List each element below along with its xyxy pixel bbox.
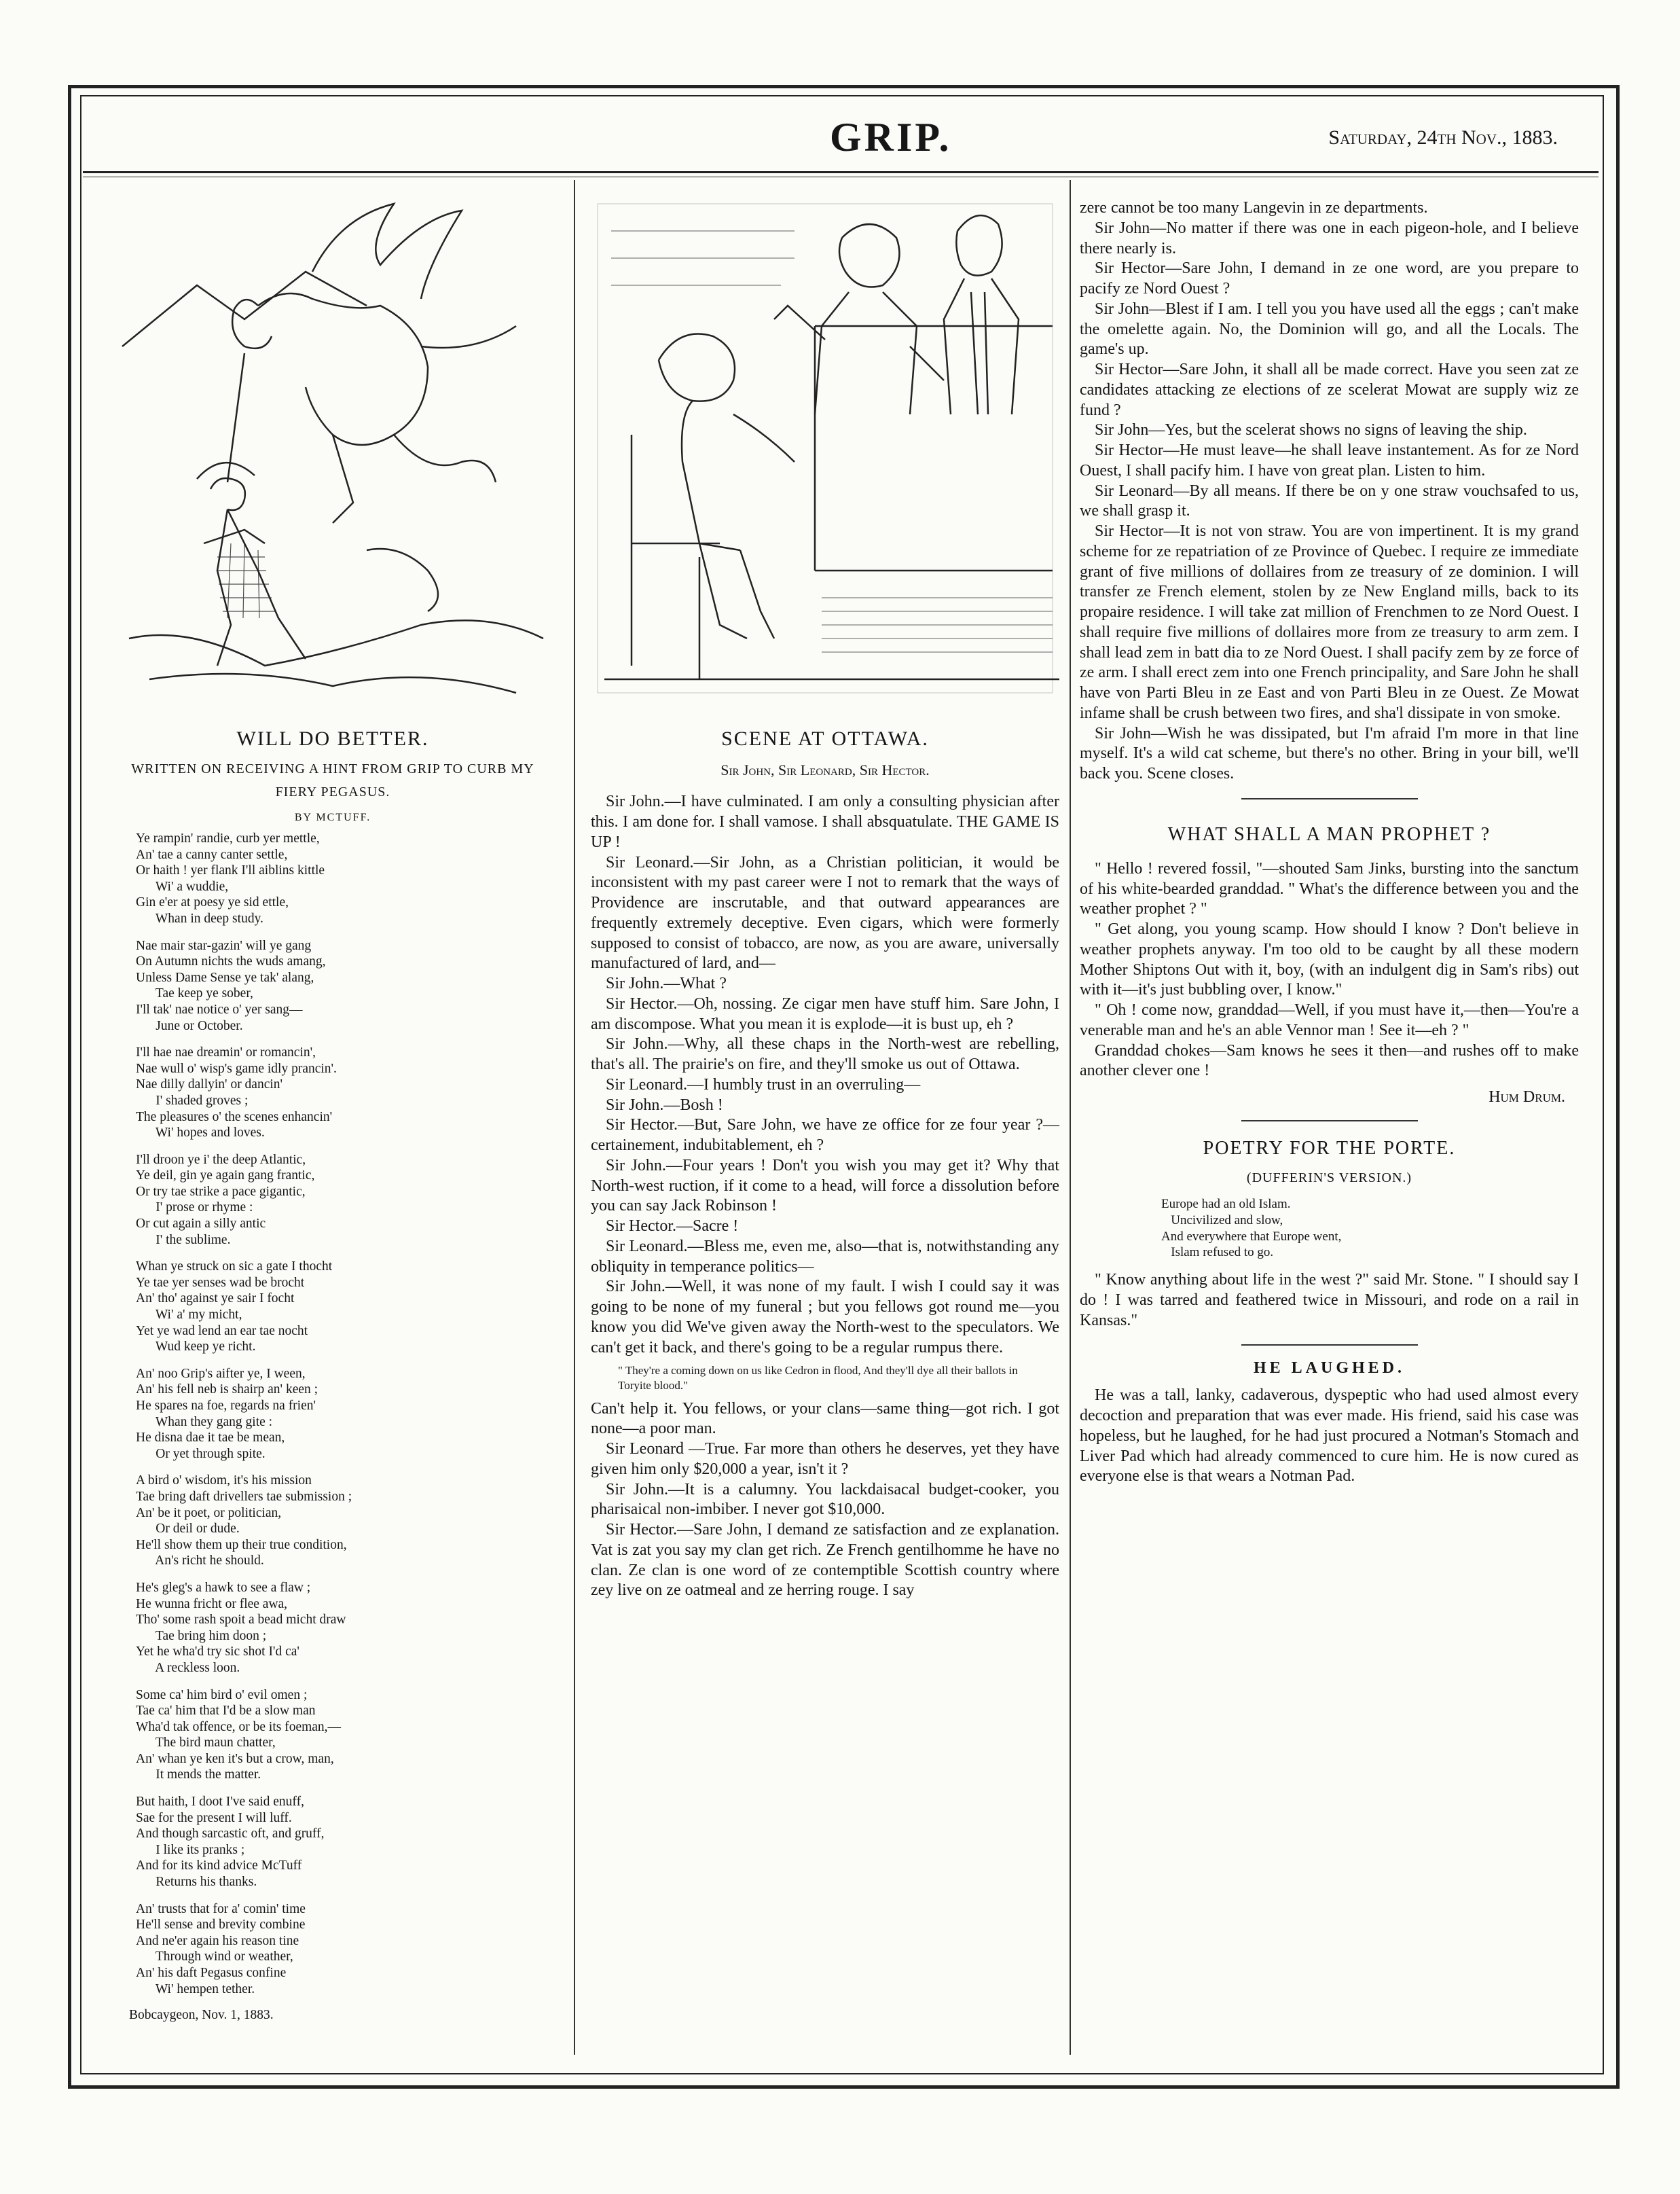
scene-dialogue-continued xyxy=(591,1399,1059,1602)
masthead xyxy=(83,102,1599,170)
dialogue-paragraph: Sir Leonard.—Sir John, as a Christian politician, it would be inconsistent with my past career were I not to remark that the ways of Providence are inscrutable, and that outward appearances are frequently extremely deceptive. Even cigars, which were formerly supposed to consist of tobacco, are now, as you are aware, universally manufactured of lard, and— xyxy=(591,853,1059,973)
illustration-pegasus xyxy=(109,190,557,720)
column-rule-1 xyxy=(574,180,575,2055)
article-paragraph: " Oh ! come now, granddad—Well, if you must have it,—then—You're a venerable man and he's an able Vennor man ! See it—eh ? " xyxy=(1080,1001,1579,1039)
masthead-title: GRIP. xyxy=(830,115,952,160)
masthead-date: Saturday, 24th Nov., 1883. xyxy=(1328,126,1558,149)
poem-stanza: I'll droon ye i' the deep Atlantic, Ye deil, gin ye again gang frantic, Or try tae strike a pace gigantic, I' prose or rhyme : Or cut again a silly antic I' the sublime. xyxy=(136,1152,315,1247)
scene-dialogue-end xyxy=(1080,198,1579,785)
column-1 xyxy=(109,190,557,2023)
caption-will-do-better: WILL DO BETTER. xyxy=(236,727,429,750)
stone-item xyxy=(1080,1270,1579,1331)
dialogue-paragraph: Sir John.—Bosh ! xyxy=(606,1096,723,1114)
poem-stanza: Nae mair star-gazin' will ye gang On Autumn nichts the wuds amang, Unless Dame Sense ye tak' alang, Tae keep ye sober, I'll tak' nae notice o' yer sang— June or October. xyxy=(136,938,326,1033)
article-paragraph: " Get along, you young scamp. How should I know ? Don't believe in weather prophets anyway. I'm too old to be caught by all these modern Mother Shiptons Out with it, boy, (with an indulgent dig in Sam's ribs) out with it—it's just bubbling over, I know." xyxy=(1080,920,1579,999)
dialogue-paragraph: Sir John—Wish he was dissipated, but I'm afraid I'm more in that line myself. It's a wild cat scheme, but there's no other. Bring in your bill, we'll back you. Scene closes. xyxy=(1080,724,1579,783)
article-paragraph: He was a tall, lanky, cadaverous, dyspeptic who had used almost every decoction and preparation that was ever made. His friend, said his case was hopeless, but he laughed, for he had just procured a Notman's Stomach and Liver Pad which had already commenced to cure him. He is now cured as everyone else is that wears a Notman Pad. xyxy=(1080,1386,1579,1486)
dialogue-paragraph: Sir Hector—Sare John, I demand in ze one word, are you prepare to pacify ze Nord Ouest ? xyxy=(1080,259,1579,298)
section-divider xyxy=(1241,798,1418,799)
dialogue-paragraph: Sir John—No matter if there was one in each pigeon-hole, and I believe there nearly is. xyxy=(1080,219,1579,257)
masthead-rule xyxy=(83,171,1599,173)
column-rule-2 xyxy=(1070,180,1071,2055)
poem-dateline: Bobcaygeon, Nov. 1, 1883. xyxy=(129,2008,274,2023)
dialogue-paragraph: Sir John—Yes, but the scelerat shows no signs of leaving the ship. xyxy=(1095,421,1527,439)
poem-stanza: I'll hae nae dreamin' or romancin', Nae wull o' wisp's game idly prancin'. Nae dilly dallyin' or dancin' I' shaded groves ; The pleasures o' the scenes enhancin' Wi' hopes and loves. xyxy=(136,1045,337,1140)
dialogue-paragraph: Sir Hector—Sare John, it shall all be made correct. Have you seen zat ze candidates attacking ze elections of ze scelerat Mowat are supply wiz ze fund ? xyxy=(1080,361,1579,419)
caption-scene-at-ottawa: SCENE AT OTTAWA. xyxy=(721,727,929,750)
dialogue-paragraph: Sir Hector.—Sare John, I demand ze satisfaction and ze explanation. Vat is zat you say my clan get rich. Ze French gentilhomme he have no clan. Ze clan is one word of ze contemptible Scottish country where zey live on ze oatmeal and ze herring rouge. I say xyxy=(591,1521,1059,1600)
dialogue-paragraph: Can't help it. You fellows, or your clans—same thing—got rich. I got none—a poor man. xyxy=(591,1399,1059,1438)
poetry-subtitle: (DUFFERIN'S VERSION.) xyxy=(1246,1170,1412,1185)
dialogue-paragraph: Sir Hector—He must leave—he shall leave instantement. As for ze Nord Ouest, I shall pacify him. I have von great plan. Listen to him. xyxy=(1080,442,1579,480)
poem-subtitle: WRITTEN ON RECEIVING A HINT FROM GRIP TO CURB MY FIERY PEGASUS. xyxy=(131,761,534,799)
laughed-article xyxy=(1080,1386,1579,1487)
section-divider xyxy=(1241,1120,1418,1121)
quoted-verse: " They're a coming down on us like Cedron in flood, And they'll dye all their ballots in Toryite blood." xyxy=(618,1364,1018,1392)
dialogue-paragraph: Sir John.—I have culminated. I am only a consulting physician after this. I am done for. I shall vamose. I shall absquatulate. THE GAME IS UP ! xyxy=(591,793,1059,851)
dialogue-paragraph: Sir Hector—It is not von straw. You are von impertinent. It is my grand scheme for ze repatriation of ze Province of Quebec. I require ze immediate grant of five millions of dollaires from ze treasury of ze dominion. I will transfer ze French element, stolen by ze New England mills, back to its propaire residence. I will take zat million of Frenchmen to ze Nord Ouest. I shall require five millions of dollaires more from ze treasury to arm zem. I shall lead zem in batt dia to ze Nord Ouest. I shall pacify zem by ze force of ze arm. I shall erect zem into one French principality, and Sare John he shall have von Parti Bleu in ze East and von Parti Bleu in ze Ouest. Ze Mowat infame shall be crush between two fires, and sha'l dissipate in von smoke. xyxy=(1080,522,1579,722)
poem-stanza: Some ca' him bird o' evil omen ; Tae ca' him that I'd be a slow man Wha'd tak offence, or be its foeman,— The bird maun chatter, An' whan ye ken it's but a crow, man, It mends the matter. xyxy=(136,1687,342,1782)
dialogue-paragraph: Sir John.—What ? xyxy=(606,975,727,993)
column-3 xyxy=(1080,198,1579,1487)
article-paragraph: " Know anything about life in the west ?" said Mr. Stone. " I should say I do ! I was tarred and feathered twice in Missouri, and rode on a rail in Kansas." xyxy=(1080,1271,1579,1329)
illustration-scene-at-ottawa xyxy=(591,190,1059,720)
poem-stanza: But haith, I doot I've said enuff, Sae for the present I will luff. And though sarcastic oft, and gruff, I like its pranks ; And for its kind advice McTuff Returns his thanks. xyxy=(136,1795,325,1890)
dialogue-paragraph: Sir Hector.—Sacre ! xyxy=(606,1217,739,1236)
dialogue-paragraph: Sir John.—Well, it was none of my fault. I wish I could say it was going to be none of my funeral ; but you fellows got round me—you know you did We've given away the North-west to the speculators. We can't get it back, and there's going to be a regular rumpus there. xyxy=(591,1278,1059,1356)
poem-stanza: Whan ye struck on sic a gate I thocht Ye tae yer senses wad be brocht An' tho' against ye sair I focht Wi' a' my micht, Yet ye wad lend an ear tae nocht Wud keep ye richt. xyxy=(136,1259,333,1354)
heading-he-laughed: HE LAUGHED. xyxy=(1253,1359,1406,1378)
article-paragraph: Granddad chokes—Sam knows he sees it then—and rushes off to make another clever one ! xyxy=(1080,1041,1579,1080)
dialogue-paragraph: Sir John.—Four years ! Don't you wish you may get it? Why that North-west ruction, if it come to a head, will force a dissolution before you can say Jack Robinson ! xyxy=(591,1156,1059,1215)
dialogue-paragraph: Sir Leonard.—Bless me, even me, also—that is, notwithstanding any obliquity in temperance politics— xyxy=(591,1237,1059,1276)
poem-stanza: Ye rampin' randie, curb yer mettle, An' tae a canny canter settle, Or haith ! yer flank I'll aiblins kittle Wi' a wuddie, Gin e'er at poesy ye sid ettle, Whan in deep study. xyxy=(136,831,325,926)
article-paragraph: " Hello ! revered fossil, "—shouted Sam Jinks, bursting into the sanctum of his white-bearded granddad. " What's the difference between you and the weather prophet ? " xyxy=(1080,859,1579,918)
scene-characters: Sir John, Sir Leonard, Sir Hector. xyxy=(720,761,930,778)
poem-stanza: An' noo Grip's aifter ye, I ween, An' his fell neb is shairp an' keen ; He spares na foe, regards na frien' Whan they gang gite : He disna dae it tae be mean, Or yet through spite. xyxy=(136,1366,318,1461)
dialogue-paragraph: Sir John—Blest if I am. I tell you you have used all the eggs ; can't make the omelette again. No, the Dominion will go, and all the Locals. The game's up. xyxy=(1080,300,1579,359)
poem-stanza: He's gleg's a hawk to see a flaw ; He wunna fricht or flee awa, Tho' some rash spoit a bead micht draw Tae bring him doon ; Yet he wha'd try sic shot I'd ca' A reckless loon. xyxy=(136,1580,346,1675)
dialogue-paragraph: zere cannot be too many Langevin in ze departments. xyxy=(1080,199,1428,217)
poem-stanza: An' trusts that for a' comin' time He'll sense and brevity combine And ne'er again his reason tine Through wind or weather, An' his daft Pegasus confine Wi' hempen tether. xyxy=(136,1901,306,1996)
dialogue-paragraph: Sir Leonard —True. Far more than others he deserves, yet they have given him only $20,000 a year, isn't it ? xyxy=(591,1440,1059,1478)
dialogue-paragraph: Sir Leonard.—I humbly trust in an overruling— xyxy=(606,1075,921,1094)
porte-verse: Europe had an old Islam. Uncivilized and slow, And everywhere that Europe went, Islam refused to go. xyxy=(1161,1197,1342,1260)
section-divider xyxy=(1241,1344,1418,1346)
heading-what-shall-a-man-prophet: WHAT SHALL A MAN PROPHET ? xyxy=(1167,823,1491,845)
column-2 xyxy=(591,190,1059,1601)
poem-stanza: A bird o' wisdom, it's his mission Tae bring daft drivellers tae submission ; An' be it poet, or politician, Or deil or dude. He'll show them up their true condition, An's richt he should. xyxy=(136,1473,352,1568)
dialogue-paragraph: Sir Hector.—But, Sare John, we have ze office for ze four year ?—certainement, indubitablement, eh ? xyxy=(591,1116,1059,1155)
prophet-article xyxy=(1080,859,1579,1081)
poem-byline: BY MCTUFF. xyxy=(294,812,371,823)
dialogue-paragraph: Sir Hector.—Oh, nossing. Ze cigar men have stuff him. Sare John, I am discompose. What you mean it is explode—it is bust up, eh ? xyxy=(591,994,1059,1033)
dialogue-paragraph: Sir John.—It is a calumny. You lackdaisacal budget-cooker, you pharisaical non-imbiber. I never got $10,000. xyxy=(591,1480,1059,1519)
scene-dialogue xyxy=(591,792,1059,1358)
dialogue-paragraph: Sir Leonard—By all means. If there be on y one straw vouchsafed to us, we shall grasp it. xyxy=(1080,482,1579,520)
heading-poetry-for-the-porte: POETRY FOR THE PORTE. xyxy=(1203,1138,1456,1159)
dialogue-paragraph: Sir John.—Why, all these chaps in the North-west are rebelling, that's all. The prairie's on fire, and they'll smoke us out of Ottawa. xyxy=(591,1035,1059,1074)
article-signature: Hum Drum. xyxy=(1489,1088,1565,1106)
